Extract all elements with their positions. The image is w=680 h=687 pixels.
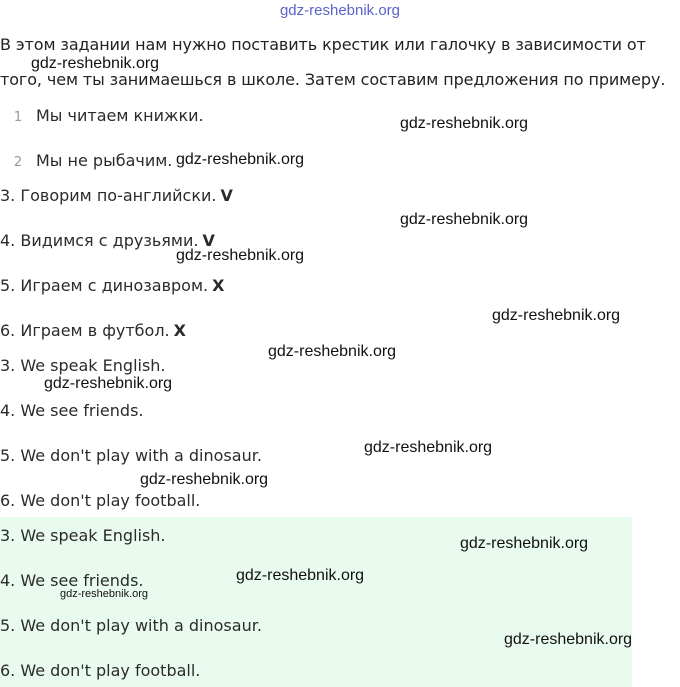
russian-item-3	[0, 186, 233, 205]
watermark: gdz-reshebnik.org	[236, 567, 365, 584]
example-item-1	[0, 106, 204, 125]
watermark: gdz-reshebnik.org	[140, 471, 269, 488]
russian-item-6	[0, 321, 186, 340]
watermark: gdz-reshebnik.org	[504, 631, 633, 648]
cross-mark: X	[173, 321, 186, 340]
watermark: gdz-reshebnik.org	[31, 55, 160, 72]
example-text: Мы читаем книжки.	[36, 106, 204, 125]
watermark: gdz-reshebnik.org	[460, 535, 589, 552]
watermark-small: gdz-reshebnik.org	[60, 588, 149, 600]
item-text: 5. Играем с динозавром.	[0, 276, 209, 295]
english-item-6: 6. We don't play football.	[0, 491, 201, 510]
watermark: gdz-reshebnik.org	[492, 307, 621, 324]
watermark: gdz-reshebnik.org	[364, 439, 493, 456]
example-text: Мы не рыбачим.	[36, 151, 173, 170]
cross-mark: X	[212, 276, 225, 295]
example-item-2	[0, 151, 172, 170]
check-mark: V	[202, 231, 215, 250]
header-watermark: gdz-reshebnik.org	[279, 2, 401, 19]
check-mark: V	[220, 186, 233, 205]
answer-item-4: 4. We see friends.	[0, 571, 144, 590]
watermark: gdz-reshebnik.org	[400, 115, 529, 132]
russian-item-5	[0, 276, 224, 295]
intro-line-2: того, чем ты занимаешься в школе. Затем составим предложения по примеру.	[0, 70, 666, 89]
answer-item-3: 3. We speak English.	[0, 526, 166, 545]
intro-line-1: В этом задании нам нужно поставить крестик или галочку в зависимости от	[0, 35, 646, 54]
watermark: gdz-reshebnik.org	[176, 247, 305, 264]
list-number: 2	[13, 155, 23, 170]
answer-item-6: 6. We don't play football.	[0, 661, 201, 680]
watermark: gdz-reshebnik.org	[44, 375, 173, 392]
english-item-3: 3. We speak English.	[0, 356, 166, 375]
watermark: gdz-reshebnik.org	[268, 343, 397, 360]
item-text: 4. Видимся с друзьями.	[0, 231, 199, 250]
watermark: gdz-reshebnik.org	[176, 151, 305, 168]
watermark: gdz-reshebnik.org	[400, 211, 529, 228]
item-text: 3. Говорим по-английски.	[0, 186, 217, 205]
item-text: 6. Играем в футбол.	[0, 321, 170, 340]
answer-item-5: 5. We don't play with a dinosaur.	[0, 616, 262, 635]
english-item-5: 5. We don't play with a dinosaur.	[0, 446, 262, 465]
list-number: 1	[13, 110, 23, 125]
english-item-4: 4. We see friends.	[0, 401, 144, 420]
